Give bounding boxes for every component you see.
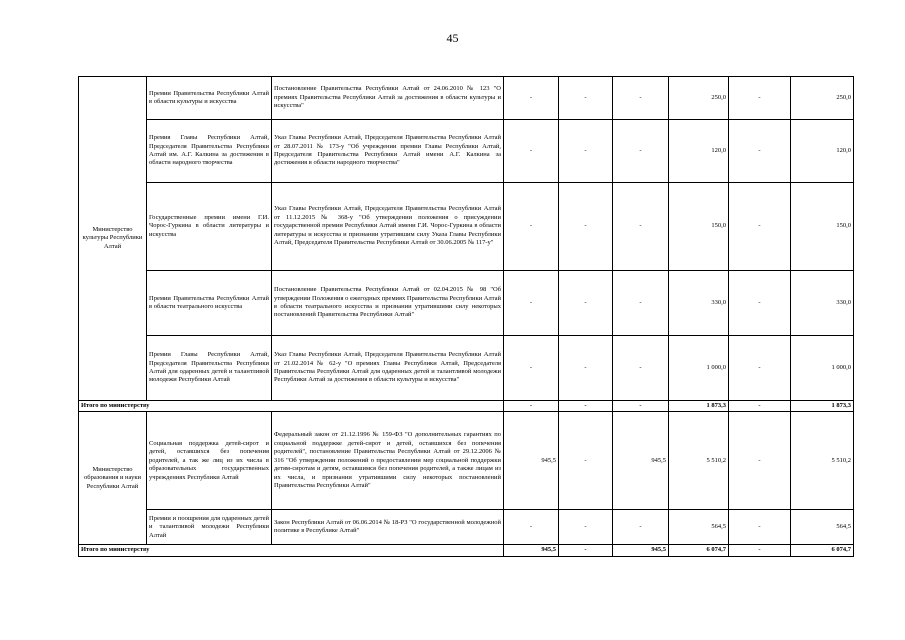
value-cell: - (613, 510, 669, 545)
legal-basis: Закон Республики Алтай от 06.06.2014 № 18-РЗ "О государственной молодежной политике в Республике Алтай" (272, 510, 504, 545)
legal-basis: Постановление Правительства Республики Алтай от 02.04.2015 № 98 "Об утверждении Положения о ежегодных премиях Правительства Республики Алтай в области театрального искусства и признании утратившими силу некоторых постановлений Правительства Республики Алтай" (272, 271, 504, 336)
value-cell: - (613, 77, 669, 120)
table-row (79, 336, 854, 401)
total-value: - (729, 401, 791, 412)
total-row (79, 545, 854, 556)
total-value: 6 074,7 (791, 545, 854, 556)
value-cell: 1 000,0 (791, 336, 854, 401)
value-cell: - (559, 120, 613, 183)
table-row (79, 412, 854, 510)
measure-name: Премии и поощрения для одаренных детей и талантливой молодежи Республики Алтай (147, 510, 272, 545)
value-cell: 330,0 (669, 271, 729, 336)
total-label: Итого по министерству (79, 401, 504, 412)
legal-basis: Указ Главы Республики Алтай, Председателя Правительства Республики Алтай от 28.07.2011 № 173-у "Об учреждении премии Главы Республики Алтай, Председателя Правительства Республики Алтай имени А.Г. Калкина за достижения в области народного творчества" (272, 120, 504, 183)
value-cell: - (729, 183, 791, 271)
value-cell: - (613, 120, 669, 183)
measure-name: Государственные премии имени Г.И. Чорос-Гуркина в области литературы и искусства (147, 183, 272, 271)
value-cell: 564,5 (669, 510, 729, 545)
total-value: - (613, 401, 669, 412)
ministry-cell: Министерство культуры Республики Алтай (79, 77, 147, 401)
value-cell: - (729, 77, 791, 120)
value-cell: 150,0 (669, 183, 729, 271)
total-value: 1 873,3 (791, 401, 854, 412)
value-cell: 250,0 (791, 77, 854, 120)
value-cell: - (559, 412, 613, 510)
measure-name: Премии Главы Республики Алтай, Председателя Правительства Республики Алтай для одаренных детей и талантливой молодежи Республики Алтай (147, 336, 272, 401)
value-cell: - (729, 120, 791, 183)
value-cell: - (504, 183, 559, 271)
legal-basis: Постановление Правительства Республики Алтай от 24.06.2010 № 123 "О премиях Правительства Республики Алтай за достижения в области культуры и искусства" (272, 77, 504, 120)
legal-basis: Указ Главы Республики Алтай, Председателя Правительства Республики Алтай от 21.02.2014 № 62-у "О премиях Главы Республики Алтай, Председателя Правительства Республики Алтай для одаренных детей и талантливой молодежи Республики Алтай за достижения в области культуры и искусства" (272, 336, 504, 401)
page-number: 45 (446, 31, 459, 45)
total-value: 945,5 (613, 545, 669, 556)
value-cell: - (559, 336, 613, 401)
value-cell: - (559, 183, 613, 271)
measure-name: Социальная поддержка детей-сирот и детей, оставшихся без попечения родителей, а так же лиц из их числа в образовательных государственных учреждениях Республики Алтай (147, 412, 272, 510)
total-value: - (729, 545, 791, 556)
ministry-cell: Министерство образования и науки Республики Алтай (79, 412, 147, 545)
value-cell: 564,5 (791, 510, 854, 545)
value-cell: 150,0 (791, 183, 854, 271)
value-cell: 5 510,2 (791, 412, 854, 510)
total-label: Итого по министерству (79, 545, 504, 556)
value-cell: 250,0 (669, 77, 729, 120)
budget-table (78, 76, 854, 557)
total-value: - (559, 545, 613, 556)
value-cell: - (729, 412, 791, 510)
value-cell: - (504, 271, 559, 336)
value-cell: - (504, 77, 559, 120)
value-cell: 1 000,0 (669, 336, 729, 401)
total-value: 6 074,7 (669, 545, 729, 556)
measure-name: Премии Правительства Республики Алтай в области театрального искусства (147, 271, 272, 336)
total-value: 945,5 (504, 545, 559, 556)
value-cell: - (613, 183, 669, 271)
value-cell: 945,5 (613, 412, 669, 510)
total-value: - (559, 401, 613, 412)
measure-name: Премии Правительства Республики Алтай в области культуры и искусства (147, 77, 272, 120)
table-row (79, 120, 854, 183)
table-row (79, 510, 854, 545)
table-row (79, 183, 854, 271)
measure-name: Премия Главы Республики Алтай, Председателя Правительства Республики Алтай им. А.Г. Калкина за достижения в области народного творчества (147, 120, 272, 183)
value-cell: 945,5 (504, 412, 559, 510)
table-row (79, 77, 854, 120)
legal-basis: Указ Главы Республики Алтай, Председателя Правительства Республики Алтай от 11.12.2015 № 368-у "Об утверждении положения о присуждении государственной премии Республики Алтай имени Г.И. Чорос-Гуркина в области литературы и искусства и признании утратившим силу Указа Главы Республики Алтай, Председателя Правительства Республики Алтай от 30.06.2005 № 117-у" (272, 183, 504, 271)
value-cell: - (613, 336, 669, 401)
value-cell: - (559, 271, 613, 336)
value-cell: - (613, 271, 669, 336)
value-cell: 120,0 (669, 120, 729, 183)
value-cell: - (729, 271, 791, 336)
legal-basis: Федеральный закон от 21.12.1996 № 159-ФЗ "О дополнительных гарантиях по социальной поддержке детей-сирот и детей, оставшихся без попечения родителей", постановление Правительства Республики Алтай от 29.12.2006 № 316 "Об утверждении положений о предоставлении мер социальной поддержки детям-сиротам и детям, оставшимся без попечения родителей, а также лицам из их числа, и признании утратившими силу некоторых постановлений Правительства Республики Алтай" (272, 412, 504, 510)
table-row (79, 271, 854, 336)
total-row (79, 401, 854, 412)
value-cell: - (504, 120, 559, 183)
value-cell: - (504, 336, 559, 401)
value-cell: 5 510,2 (669, 412, 729, 510)
value-cell: - (504, 510, 559, 545)
total-value: - (504, 401, 559, 412)
value-cell: - (729, 510, 791, 545)
total-value: 1 873,3 (669, 401, 729, 412)
value-cell: 120,0 (791, 120, 854, 183)
value-cell: 330,0 (791, 271, 854, 336)
value-cell: - (729, 336, 791, 401)
value-cell: - (559, 77, 613, 120)
value-cell: - (559, 510, 613, 545)
